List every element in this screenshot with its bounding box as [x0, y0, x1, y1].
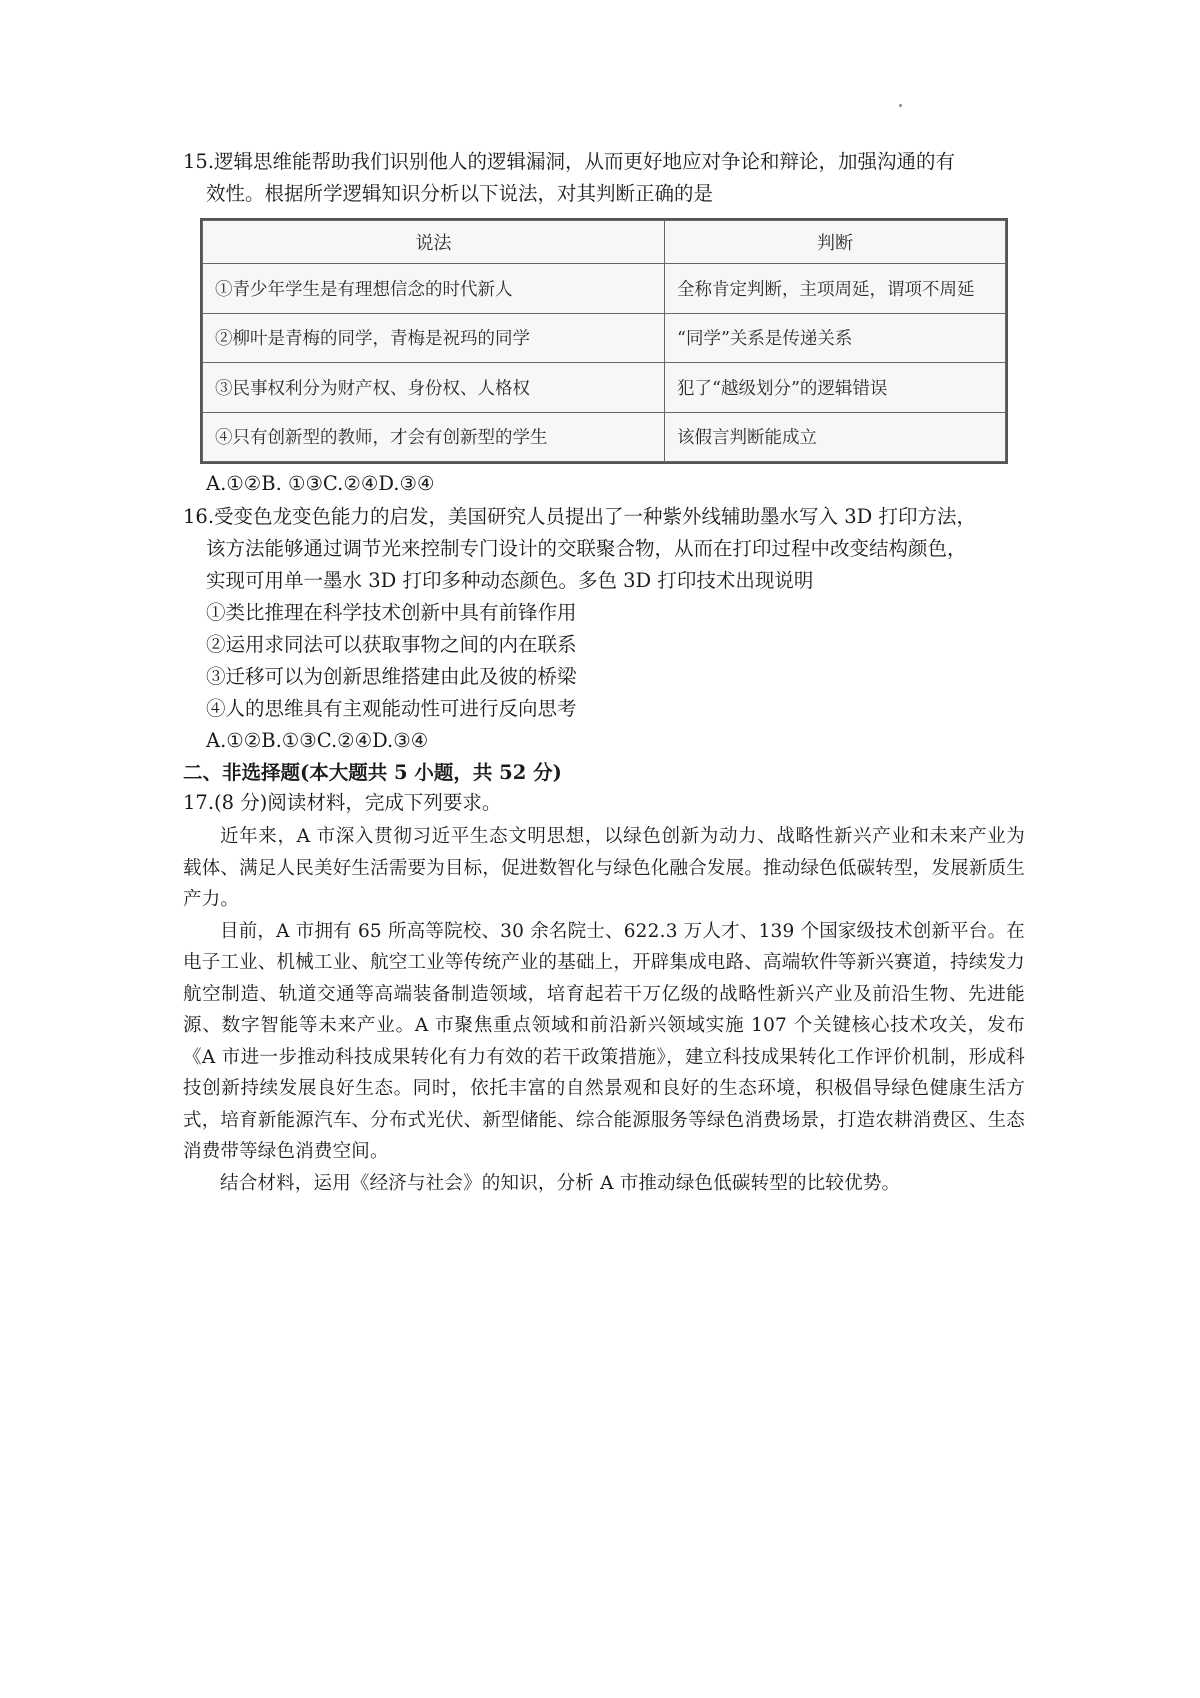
q16-item: ①类比推理在科学技术创新中具有前锋作用 — [206, 601, 577, 624]
table-cell-judgment: 全称肯定判断，主项周延，谓项不周延 — [665, 264, 1006, 314]
q16-stem-line2: 该方法能够通过调节光来控制专门设计的交联聚合物，从而在打印过程中改变结构颜色， — [206, 537, 967, 560]
q16-item: ②运用求同法可以获取事物之间的内在联系 — [206, 633, 577, 656]
q15-stem-line1: 15.逻辑思维能帮助我们识别他人的逻辑漏洞，从而更好地应对争论和辩论，加强沟通的有 — [183, 150, 956, 173]
table-row — [203, 313, 1006, 363]
table-header-statement: 说法 — [203, 221, 665, 264]
q15-logic-table — [200, 218, 1008, 464]
table-cell-statement: ③民事权利分为财产权、身份权、人格权 — [203, 363, 665, 413]
section-title: 二、非选择题(本大题共 5 小题，共 52 分) — [183, 761, 562, 784]
q17-material — [183, 821, 1025, 1199]
q16-stem-line3: 实现可用单一墨水 3D 打印多种动态颜色。多色 3D 打印技术出现说明 — [206, 569, 814, 592]
table-cell-statement: ②柳叶是青梅的同学，青梅是祝玛的同学 — [203, 313, 665, 363]
table-header-judgment: 判断 — [665, 221, 1006, 264]
scan-speck — [899, 104, 902, 107]
table-cell-statement: ④只有创新型的教师，才会有创新型的学生 — [203, 412, 665, 462]
table-cell-judgment: 该假言判断能成立 — [665, 412, 1006, 462]
q16-item: ④人的思维具有主观能动性可进行反向思考 — [206, 697, 577, 720]
q17-stem: 17.(8 分)阅读材料，完成下列要求。 — [183, 791, 502, 814]
table-cell-judgment: “同学”关系是传递关系 — [665, 313, 1006, 363]
table-cell-judgment: 犯了“越级划分”的逻辑错误 — [665, 363, 1006, 413]
q16-stem-line1: 16.受变色龙变色能力的启发，美国研究人员提出了一种紫外线辅助墨水写入 3D 打印方法， — [183, 505, 976, 528]
q17-paragraph-1: 近年来，A 市深入贯彻习近平生态文明思想，以绿色创新为动力、战略性新兴产业和未来产业为载体、满足人民美好生活需要为目标，促进数智化与绿色化融合发展。推动绿色低碳转型，发展新质生产力。 — [183, 826, 1025, 910]
q16-item: ③迁移可以为创新思维搭建由此及彼的桥梁 — [206, 665, 577, 688]
q17-paragraph-2: 目前，A 市拥有 65 所高等院校、30 余名院士、622.3 万人才、139 个国家级技术创新平台。在电子工业、机械工业、航空工业等传统产业的基础上，开辟集成电路、高端软件等新兴赛道，持续发力航空制造、轨道交通等高端装备制造领域，培育起若干万亿级的战略性新兴产业及前沿生物、先进能源、数字智能等未来产业。A 市聚焦重点领域和前沿新兴领域实施 107 个关键核心技术攻关，发布《A 市进一步推动科技成果转化有力有效的若干政策措施》，建立科技成果转化工作评价机制，形成科技创新持续发展良好生态。同时，依托丰富的自然景观和良好的生态环境，积极倡导绿色健康生活方式，培育新能源汽车、分布式光伏、新型储能、综合能源服务等绿色消费场景，打造农耕消费区、生态消费带等绿色消费空间。 — [183, 920, 1025, 1162]
table-cell-statement: ①青少年学生是有理想信念的时代新人 — [203, 264, 665, 314]
q16-options: A.①②B.①③C.②④D.③④ — [206, 729, 429, 752]
table-row — [203, 412, 1006, 462]
table-row — [203, 363, 1006, 413]
q17-task: 结合材料，运用《经济与社会》的知识，分析 A 市推动绿色低碳转型的比较优势。 — [220, 1172, 901, 1194]
q15-options: A.①②B. ①③C.②④D.③④ — [206, 472, 435, 495]
table-row — [203, 264, 1006, 314]
q15-stem-line2: 效性。根据所学逻辑知识分析以下说法，对其判断正确的是 — [206, 182, 714, 205]
